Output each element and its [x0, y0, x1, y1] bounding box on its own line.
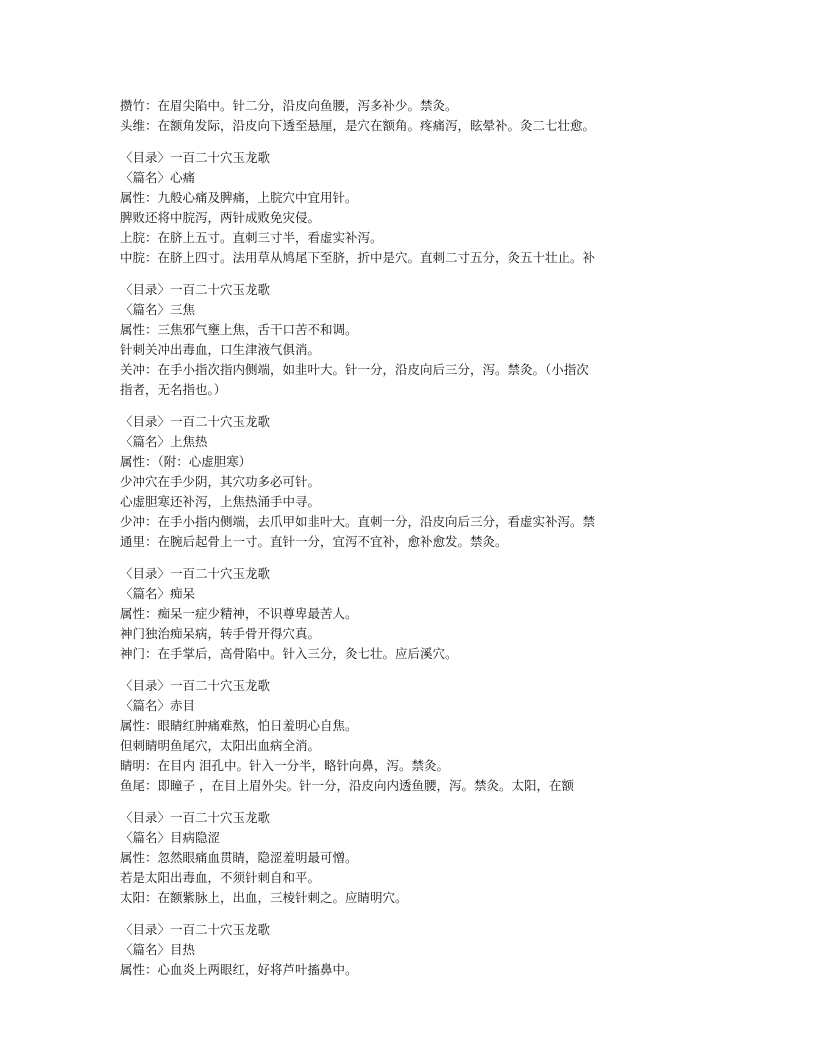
text-line: 〈目录〉一百二十穴玉龙歌 — [120, 566, 271, 581]
document-body — [120, 96, 680, 980]
text-line: 若是太阳出毒血，不须针刺自和平。 — [120, 870, 321, 885]
text-section — [120, 676, 680, 796]
text-line: 脾败还将中脘泻，两针成败免灾侵。 — [120, 210, 321, 225]
text-section — [120, 148, 680, 268]
text-line: 但刺睛明鱼尾穴，太阳出血病全消。 — [120, 738, 321, 753]
text-line: 属性：眼睛红肿痛难熬，怕日羞明心自焦。 — [120, 718, 358, 733]
text-line: 睛明：在目内 泪孔中。针入一分半，略针向鼻，泻。禁灸。 — [120, 758, 449, 773]
text-line: 头维：在额角发际，沿皮向下透至悬厘，是穴在额角。疼痛泻，眩晕补。灸二七壮愈。 — [120, 118, 596, 133]
text-line: 〈篇名〉三焦 — [120, 302, 196, 317]
text-line: 〈目录〉一百二十穴玉龙歌 — [120, 282, 271, 297]
text-section — [120, 808, 680, 908]
text-line: 属性：九般心痛及脾痛，上脘穴中宜用针。 — [120, 190, 358, 205]
text-line: 神门：在手掌后，高骨陷中。针入三分，灸七壮。应后溪穴。 — [120, 646, 458, 661]
text-line: 〈目录〉一百二十穴玉龙歌 — [120, 150, 271, 165]
text-line: 针刺关冲出毒血，口生津液气俱消。 — [120, 342, 321, 357]
text-line: 通里：在腕后起骨上一寸。直针一分，宜泻不宜补，愈补愈发。禁灸。 — [120, 534, 508, 549]
text-line: 属性：三焦邪气壅上焦，舌干口苦不和调。 — [120, 322, 358, 337]
text-line: 〈目录〉一百二十穴玉龙歌 — [120, 922, 271, 937]
text-section — [120, 564, 680, 664]
text-line: 〈目录〉一百二十穴玉龙歌 — [120, 810, 271, 825]
text-line: 鱼尾：即瞳子 ，在目上眉外尖。针一分，沿皮向内透鱼腰，泻。禁灸。太阳，在额 — [120, 778, 574, 793]
text-line: 少冲：在手小指内侧端，去爪甲如韭叶大。直刺一分，沿皮向后三分，看虚实补泻。禁 — [120, 514, 596, 529]
text-line: 〈目录〉一百二十穴玉龙歌 — [120, 678, 271, 693]
text-line: 属性：（附：心虚胆寒） — [120, 454, 252, 469]
text-line: 〈篇名〉心痛 — [120, 170, 196, 185]
text-line: 〈篇名〉目热 — [120, 942, 196, 957]
text-line: 上脘：在脐上五寸。直刺三寸半，看虚实补泻。 — [120, 230, 383, 245]
text-line: 〈篇名〉上焦热 — [120, 434, 208, 449]
text-line: 〈目录〉一百二十穴玉龙歌 — [120, 414, 271, 429]
text-line: 属性：心血炎上两眼红，好将芦叶搐鼻中。 — [120, 962, 358, 977]
text-line: 攒竹：在眉尖陷中。针二分，沿皮向鱼腰，泻多补少。禁灸。 — [120, 98, 458, 113]
text-section — [120, 280, 680, 400]
text-line: 〈篇名〉痴呆 — [120, 586, 196, 601]
text-line: 心虚胆寒还补泻，上焦热涌手中寻。 — [120, 494, 321, 509]
text-line: 关冲：在手小指次指内侧端，如韭叶大。针一分，沿皮向后三分，泻。禁灸。（小指次 — [120, 362, 589, 377]
text-line: 指者，无名指也。） — [120, 382, 227, 397]
text-section — [120, 412, 680, 552]
text-line: 〈篇名〉赤目 — [120, 698, 196, 713]
text-line: 属性：忽然眼痛血贯睛，隐涩羞明最可憎。 — [120, 850, 358, 865]
text-line: 属性：痴呆一症少精神，不识尊卑最苦人。 — [120, 606, 358, 621]
text-line: 神门独治痴呆病，转手骨开得穴真。 — [120, 626, 321, 641]
text-section — [120, 96, 680, 136]
text-line: 中脘：在脐上四寸。法用草从鸠尾下至脐，折中是穴。直刺二寸五分，灸五十壮止。补 — [120, 250, 596, 265]
text-section — [120, 920, 680, 980]
text-line: 太阳：在额紫脉上，出血，三棱针刺之。应睛明穴。 — [120, 890, 408, 905]
text-line: 少冲穴在手少阴，其穴功多必可针。 — [120, 474, 321, 489]
text-line: 〈篇名〉目病隐涩 — [120, 830, 221, 845]
